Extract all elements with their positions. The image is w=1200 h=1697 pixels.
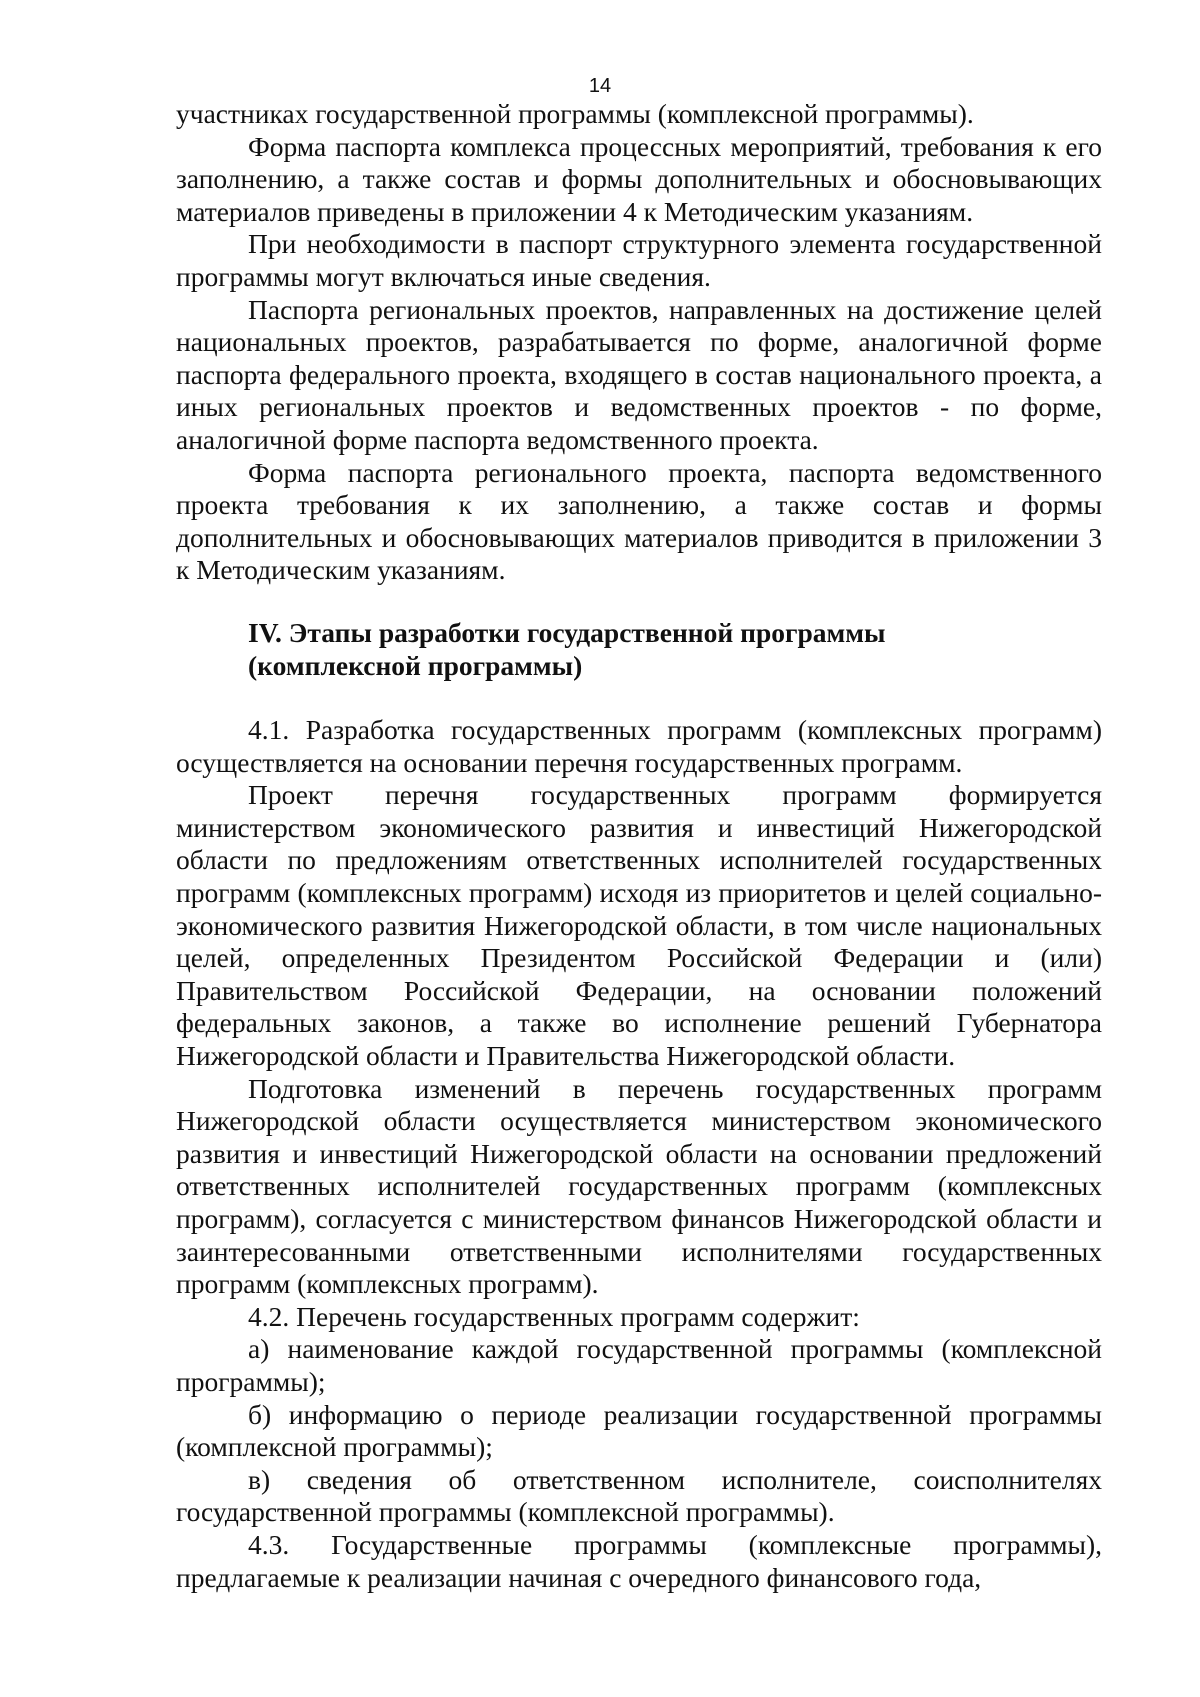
paragraph-4-2: 4.2. Перечень государственных программ содержит: bbox=[248, 1300, 860, 1332]
section-heading-line-1: IV. Этапы разработки государственной программы bbox=[248, 616, 886, 648]
paragraph-other-info: При необходимости в паспорт структурного элемента государственной программы могут включаться иные сведения. bbox=[176, 228, 1102, 292]
page-number: 14 bbox=[588, 75, 612, 97]
paragraph-4-3: 4.3. Государственные программы (комплексные программы), предлагаемые к реализации начиная с очередного финансового года, bbox=[176, 1528, 1102, 1593]
paragraph-list-changes: Подготовка изменений в перечень государственных программ Нижегородской области осуществляется министерством экономического развития и инвестиций Нижегородской области на основании предложений ответственных исполнителей государственных программ (комплексных программ), согласуется с министерством финансов Нижегородской области и заинтересованными ответственными исполнителями государственных программ (комплексных программ). bbox=[176, 1072, 1102, 1300]
paragraph-continuation: участниках государственной программы (комплексной программы). bbox=[176, 98, 974, 129]
list-item-v: в) сведения об ответственном исполнителе, соисполнителях государственной программы (комплексной программы). bbox=[176, 1463, 1102, 1528]
spacer bbox=[176, 682, 1102, 714]
document-body bbox=[176, 98, 1102, 1594]
list-item-a: а) наименование каждой государственной программы (комплексной программы); bbox=[176, 1333, 1102, 1397]
paragraph-list-draft: Проект перечня государственных программ формируется министерством экономического развития и инвестиций Нижегородской области по предложениям ответственных исполнителей государственных программ (комплексных программ) исходя из приоритетов и целей социально-экономического развития Нижегородской области, в том числе национальных целей, определенных Президентом Российской Федерации и (или) Правительством Российской Федерации, на основании положений федеральных законов, а также во исполнение решений Губернатора Нижегородской области и Правительства Нижегородской области. bbox=[176, 779, 1102, 1072]
paragraph-4-1: 4.1. Разработка государственных программ (комплексных программ) осуществляется на основании перечня государственных программ. bbox=[176, 714, 1102, 778]
spacer bbox=[176, 587, 1102, 617]
section-heading-line-2: (комплексной программы) bbox=[248, 649, 583, 681]
paragraph-regional-passport-form: Форма паспорта регионального проекта, паспорта ведомственного проекта требования к их заполнению, а также состав и формы дополнительных и обосновывающих материалов приводится в приложении 3 к Методическим указаниям. bbox=[176, 456, 1102, 586]
paragraph-complex-passport-form: Форма паспорта комплекса процессных мероприятий, требования к его заполнению, а также состав и формы дополнительных и обосновывающих материалов приведены в приложении 4 к Методическим указаниям. bbox=[176, 130, 1102, 227]
list-item-b: б) информацию о периоде реализации государственной программы (комплексной программы); bbox=[176, 1398, 1102, 1463]
section-heading bbox=[176, 617, 1102, 682]
paragraph-regional-projects: Паспорта региональных проектов, направленных на достижение целей национальных проектов, разрабатывается по форме, аналогичной форме паспорта федерального проекта, входящего в состав национального проекта, а иных региональных проектов и ведомственных проектов - по форме, аналогичной форме паспорта ведомственного проекта. bbox=[176, 293, 1102, 455]
